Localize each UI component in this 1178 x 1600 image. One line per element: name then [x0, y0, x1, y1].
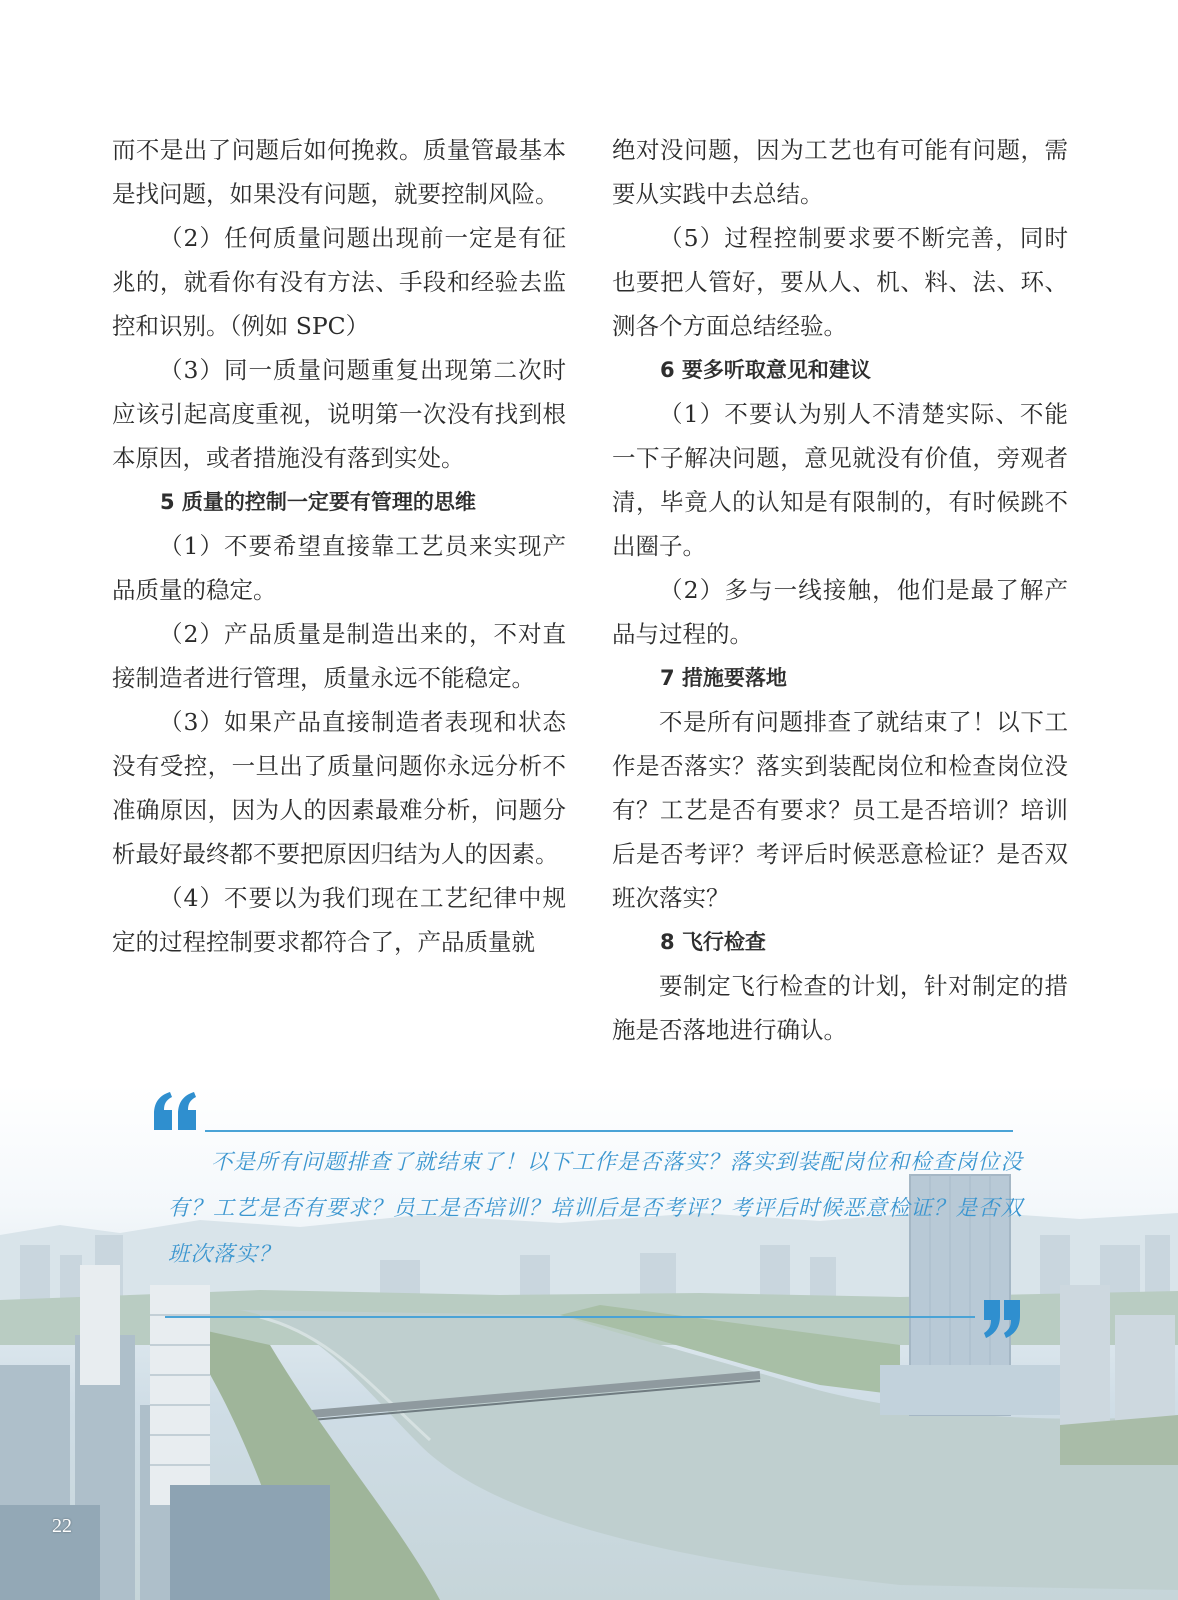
left-column — [112, 128, 566, 964]
section-heading: 8 飞行检查 — [660, 930, 766, 954]
paragraph: 不是所有问题排查了就结束了！以下工作是否落实？落实到装配岗位和检查岗位没有？工艺是否有要求？员工是否培训？培训后是否考评？考评后时候恶意检证？是否双班次落实？ — [612, 708, 1068, 912]
paragraph: （1）不要希望直接靠工艺员来实现产品质量的稳定。 — [112, 532, 566, 604]
quote-bottom-rule — [165, 1316, 975, 1318]
paragraph: （5）过程控制要求要不断完善，同时也要把人管好，要从人、机、料、法、环、测各个方面总结经验。 — [612, 224, 1068, 340]
paragraph: （1）不要认为别人不清楚实际、不能一下子解决问题，意见就没有价值，旁观者清，毕竟人的认知是有限制的，有时候跳不出圈子。 — [612, 400, 1068, 560]
close-quote-icon — [982, 1300, 1022, 1338]
paragraph: （2）任何质量问题出现前一定是有征兆的，就看你有没有方法、手段和经验去监控和识别。（例如 SPC） — [112, 224, 566, 340]
page-number: 22 — [52, 1515, 72, 1537]
paragraph: 要制定飞行检查的计划，针对制定的措施是否落地进行确认。 — [612, 972, 1068, 1044]
paragraph: 绝对没问题，因为工艺也有可能有问题，需要从实践中去总结。 — [612, 136, 1068, 208]
pull-quote: 不是所有问题排查了就结束了！以下工作是否落实？落实到装配岗位和检查岗位没有？工艺是否有要求？员工是否培训？培训后是否考评？考评后时候恶意检证？是否双班次落实？ — [168, 1150, 1024, 1267]
paragraph: 而不是出了问题后如何挽救。质量管最基本是找问题，如果没有问题，就要控制风险。 — [112, 136, 566, 208]
section-heading: 5 质量的控制一定要有管理的思维 — [160, 490, 476, 514]
quote-top-rule — [205, 1130, 1013, 1132]
paragraph: （2）多与一线接触，他们是最了解产品与过程的。 — [612, 576, 1068, 648]
section-heading: 7 措施要落地 — [660, 666, 787, 690]
section-heading: 6 要多听取意见和建议 — [660, 358, 871, 382]
paragraph: （3）如果产品直接制造者表现和状态没有受控，一旦出了质量问题你永远分析不准确原因，因为人的因素最难分析，问题分析最好最终都不要把原因归结为人的因素。 — [112, 708, 566, 868]
paragraph: （3）同一质量问题重复出现第二次时应该引起高度重视，说明第一次没有找到根本原因，或者措施没有落到实处。 — [112, 356, 566, 472]
right-column — [612, 128, 1068, 1052]
paragraph: （4）不要以为我们现在工艺纪律中规定的过程控制要求都符合了，产品质量就 — [112, 884, 566, 956]
paragraph: （2）产品质量是制造出来的，不对直接制造者进行管理，质量永远不能稳定。 — [112, 620, 566, 692]
open-quote-icon — [152, 1092, 198, 1132]
